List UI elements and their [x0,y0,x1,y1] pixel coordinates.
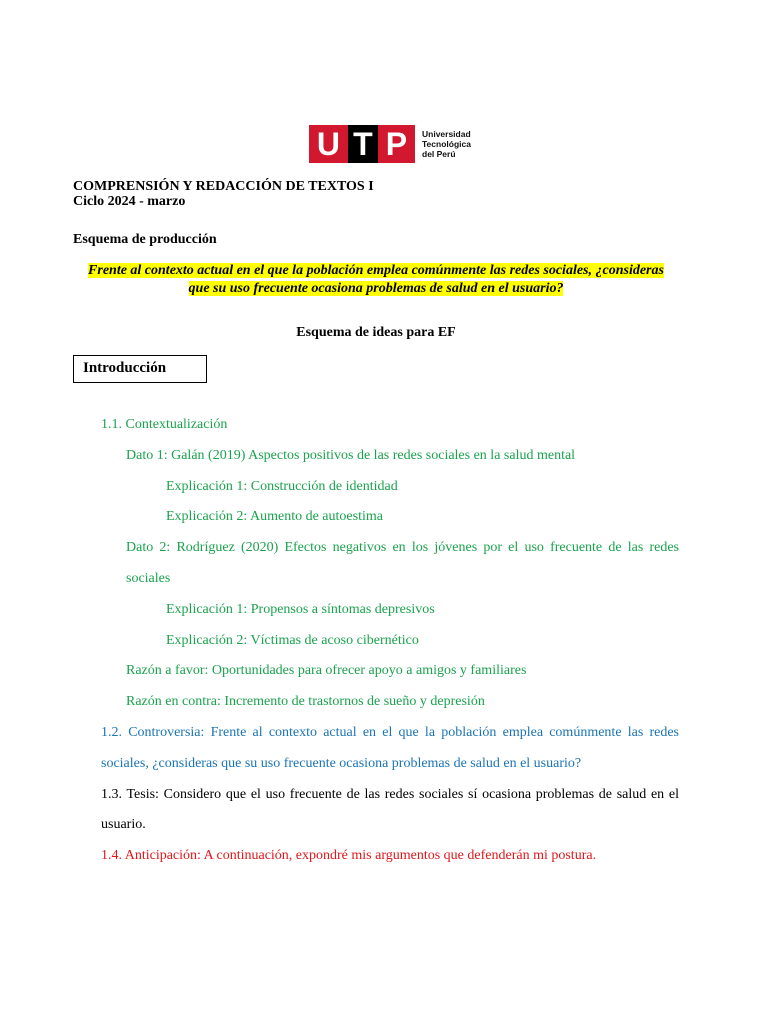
logo-letter-p: P [385,126,408,162]
outline-controversia-line-2: sociales, ¿consideras que su uso frecuente ocasiona problemas de salud en el usuario? [101,755,582,771]
course-cycle: Ciclo 2024 - marzo [73,194,186,209]
outline-tesis-line-2: usuario. [101,817,146,833]
question-line-1: Frente al contexto actual en el que la población emplea comúnmente las redes sociales, ¿consideras [88,263,664,278]
highlighted-question [73,262,679,298]
outline-tesis-line-1: 1.3. Tesis: Considero que el uso frecuente de las redes sociales sí ocasiona problemas de salud en el [101,786,679,802]
logo-letter-t: T [348,125,378,163]
outline-dato-1: Dato 1: Galán (2019) Aspectos positivos de las redes sociales en la salud mental [126,447,576,463]
utp-logo [309,125,471,163]
course-header [73,179,374,209]
scheme-title: Esquema de ideas para EF [296,325,456,340]
outline-dato-2-line-1: Dato 2: Rodríguez (2020) Efectos negativos en los jóvenes por el uso frecuente de las redes [126,540,679,556]
intro-heading-box: Introducción [73,355,207,383]
outline-dato-1-explicacion-1: Explicación 1: Construcción de identidad [166,478,398,494]
outline-dato-2-explicacion-1: Explicación 1: Propensos a síntomas depresivos [166,601,435,617]
outline-dato-2-line-2: sociales [126,571,171,586]
outline-dato-2-explicacion-2: Explicación 2: Víctimas de acoso cibernético [166,632,419,648]
outline-contextualizacion: 1.1. Contextualización [101,417,228,432]
section-title: Esquema de producción [73,232,217,247]
outline-controversia-line-1: 1.2. Controversia: Frente al contexto actual en el que la población emplea comúnmente las redes [101,725,679,740]
outline-anticipacion: 1.4. Anticipación: A continuación, expondré mis argumentos que defenderán mi postura. [101,848,597,864]
logo-letter-u: U [316,126,341,162]
utp-logo-mark [309,125,415,163]
question-line-2: que su uso frecuente ocasiona problemas de salud en el usuario? [188,281,564,296]
outline-dato-1-explicacion-2: Explicación 2: Aumento de autoestima [166,509,383,525]
outline-razon-contra: Razón en contra: Incremento de trastornos de sueño y depresión [126,694,485,710]
logo-university-name: Universidad Tecnológica del Perú [422,129,471,159]
outline-razon-favor: Razón a favor: Oportunidades para ofrecer apoyo a amigos y familiares [126,663,527,679]
course-title: COMPRENSIÓN Y REDACCIÓN DE TEXTOS I [73,179,374,194]
